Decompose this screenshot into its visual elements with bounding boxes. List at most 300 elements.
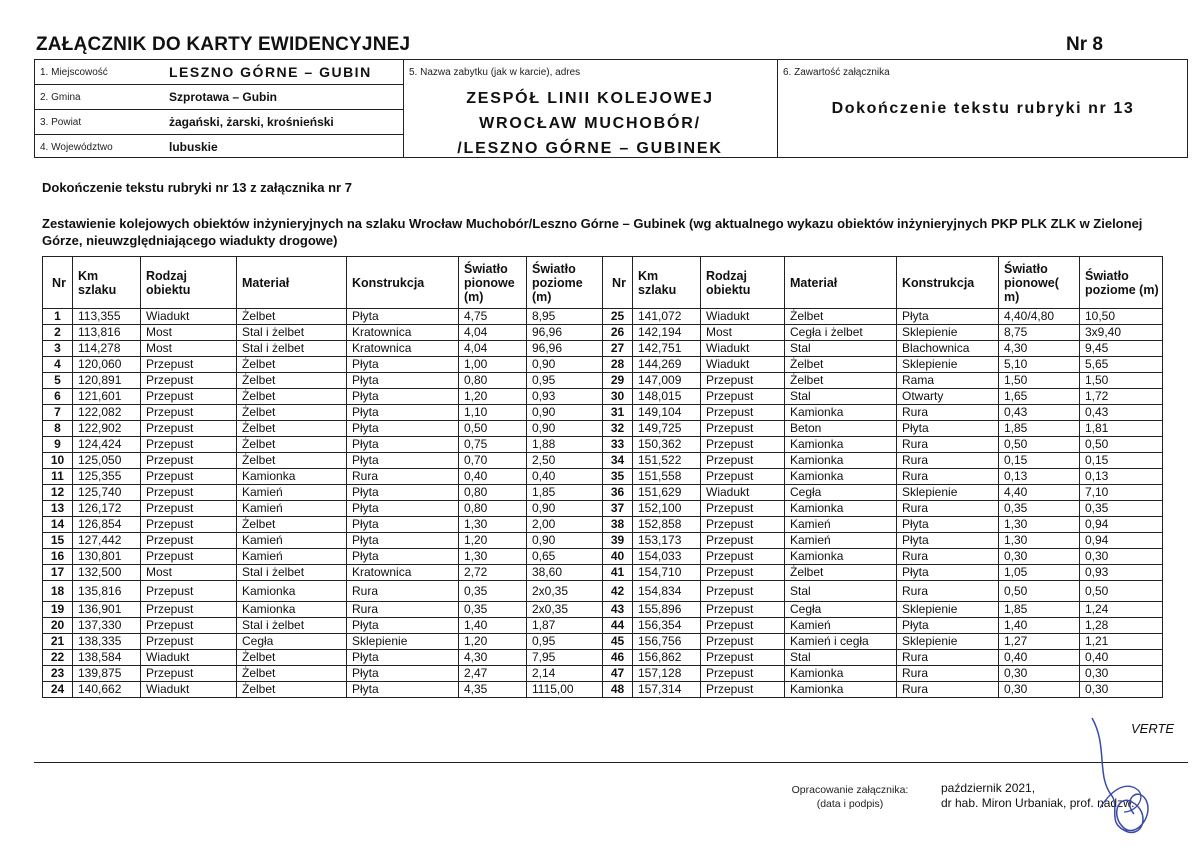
table-cell: Przepust [701,453,785,469]
row-number-cell: 34 [603,453,633,469]
table-cell: Żelbet [237,437,347,453]
table-cell: 154,033 [633,549,701,565]
column-header-left: Km szlaku [73,257,141,309]
table-cell: Przepust [141,421,237,437]
row-number-cell: 45 [603,634,633,650]
row-number-cell: 32 [603,421,633,437]
table-cell: 0,40 [527,469,603,485]
table-cell: Rura [897,501,999,517]
table-cell: 135,816 [73,581,141,602]
table-cell: Rura [897,437,999,453]
table-cell: Płyta [347,485,459,501]
table-cell: 1,85 [999,602,1080,618]
row-number-cell: 46 [603,650,633,666]
table-cell: Kamień [237,549,347,565]
table-cell: Cegła i żelbet [785,325,897,341]
table-row [43,549,1163,565]
table-cell: Płyta [347,357,459,373]
table-cell: Płyta [347,549,459,565]
table-cell: 144,269 [633,357,701,373]
table-cell: Wiadukt [701,357,785,373]
table-cell: Rura [897,581,999,602]
table-cell: Rura [897,666,999,682]
table-row [43,405,1163,421]
row-number-cell: 2 [43,325,73,341]
table-cell: Kratownica [347,565,459,581]
footer-date: październik 2021, [941,781,1036,795]
row-number-cell: 25 [603,309,633,325]
table-cell: 138,335 [73,634,141,650]
table-cell: Przepust [141,549,237,565]
table-row [43,565,1163,581]
table-cell: 0,35 [999,501,1080,517]
table-cell: Most [701,325,785,341]
table-cell: Płyta [347,437,459,453]
table-cell: 141,072 [633,309,701,325]
table-cell: Przepust [701,501,785,517]
table-cell: Kamionka [785,437,897,453]
row-number-cell: 37 [603,501,633,517]
column-header-left: Materiał [237,257,347,309]
table-cell: Żelbet [785,357,897,373]
table-cell: Stal [785,650,897,666]
table-cell: Przepust [141,357,237,373]
table-cell: 125,050 [73,453,141,469]
table-cell: 0,50 [999,437,1080,453]
table-cell: 0,15 [999,453,1080,469]
table-cell: 1,27 [999,634,1080,650]
table-row [43,533,1163,549]
table-row [43,682,1163,698]
header-box [34,59,1188,158]
table-cell: Kratownica [347,325,459,341]
table-cell: 126,172 [73,501,141,517]
field-label-voivodeship: 4. Województwo [40,142,113,153]
table-row [43,421,1163,437]
row-number-cell: 3 [43,341,73,357]
table-cell: 0,95 [527,373,603,389]
table-cell: Sklepienie [897,634,999,650]
table-cell: Przepust [141,501,237,517]
column-header-left: Rodzaj obiektu [141,257,237,309]
table-cell: Żelbet [237,650,347,666]
table-cell: Przepust [141,602,237,618]
table-cell: Stal i żelbet [237,341,347,357]
row-number-cell: 33 [603,437,633,453]
table-cell: 156,862 [633,650,701,666]
footer-label [770,783,930,811]
table-cell: 1,24 [1080,602,1163,618]
row-number-cell: 44 [603,618,633,634]
table-cell: Wiadukt [701,485,785,501]
row-number-cell: 11 [43,469,73,485]
table-cell: Żelbet [785,373,897,389]
table-cell: 0,40 [459,469,527,485]
table-cell: Żelbet [237,357,347,373]
column-header-right: Rodzaj obiektu [701,257,785,309]
row-number-cell: 1 [43,309,73,325]
table-cell: Płyta [347,533,459,549]
table-cell: 0,13 [999,469,1080,485]
row-number-cell: 10 [43,453,73,469]
table-cell: Kamionka [237,602,347,618]
table-cell: 4,35 [459,682,527,698]
table-cell: 156,354 [633,618,701,634]
row-number-cell: 16 [43,549,73,565]
table-cell: 152,858 [633,517,701,533]
row-number-cell: 39 [603,533,633,549]
table-cell: 1,30 [999,517,1080,533]
table-cell: 0,95 [527,634,603,650]
table-row [43,437,1163,453]
header-row-line [35,109,403,110]
table-cell: Przepust [701,517,785,533]
table-cell: 139,875 [73,666,141,682]
table-cell: 155,896 [633,602,701,618]
footer-author-name: dr hab. Miron Urbaniak, prof. nadzw. [941,796,1135,810]
table-cell: Przepust [701,405,785,421]
monument-label: 5. Nazwa zabytku (jak w karcie), adres [409,67,581,78]
table-cell: 0,30 [999,666,1080,682]
table-cell: 1,10 [459,405,527,421]
table-cell: Przepust [141,533,237,549]
table-cell: 0,30 [1080,549,1163,565]
table-cell: Żelbet [237,666,347,682]
field-value-county: żagański, żarski, krośnieński [169,115,334,129]
row-number-cell: 22 [43,650,73,666]
table-cell: Kamionka [785,405,897,421]
table-cell: Żelbet [237,453,347,469]
row-number-cell: 4 [43,357,73,373]
table-cell: 2x0,35 [527,581,603,602]
footer-label-line: (data i podpis) [816,798,884,810]
table-cell: Blachownica [897,341,999,357]
table-cell: 2,72 [459,565,527,581]
table-row [43,517,1163,533]
table-cell: 0,93 [1080,565,1163,581]
table-cell: 140,662 [73,682,141,698]
table-cell: 1,00 [459,357,527,373]
column-header-right: Nr [603,257,633,309]
table-cell: 2,47 [459,666,527,682]
table-cell: Przepust [141,405,237,421]
table-cell: Beton [785,421,897,437]
table-cell: 1,50 [1080,373,1163,389]
table-cell: Kamionka [785,549,897,565]
table-cell: 4,30 [459,650,527,666]
field-value-voivodeship: lubuskie [169,140,218,154]
table-cell: Rura [897,405,999,421]
table-cell: Przepust [701,618,785,634]
table-cell: 2,14 [527,666,603,682]
table-cell: 1,81 [1080,421,1163,437]
column-header-right: Materiał [785,257,897,309]
row-number-cell: 36 [603,485,633,501]
table-cell: 120,060 [73,357,141,373]
table-row [43,341,1163,357]
table-header-row [43,257,1163,309]
table-cell: 148,015 [633,389,701,405]
table-cell: 0,30 [1080,666,1163,682]
row-number-cell: 43 [603,602,633,618]
column-header-right: Km szlaku [633,257,701,309]
table-row [43,581,1163,602]
row-number-cell: 42 [603,581,633,602]
table-cell: Płyta [897,517,999,533]
table-cell: 7,10 [1080,485,1163,501]
table-cell: 2,50 [527,453,603,469]
header-row-line [35,84,403,85]
table-cell: 113,816 [73,325,141,341]
field-label-commune: 2. Gmina [40,92,81,103]
row-number-cell: 9 [43,437,73,453]
row-number-cell: 30 [603,389,633,405]
table-cell: Kamionka [785,469,897,485]
table-cell: Sklepienie [897,325,999,341]
table-row [43,309,1163,325]
table-cell: 1,85 [999,421,1080,437]
table-cell: Przepust [141,389,237,405]
content-label: 6. Zawartość załącznika [783,67,890,78]
table-cell: Płyta [347,421,459,437]
table-cell: 1,30 [999,533,1080,549]
table-cell: 120,891 [73,373,141,389]
table-cell: Rura [897,549,999,565]
table-cell: Cegła [785,485,897,501]
table-cell: 156,756 [633,634,701,650]
table-cell: Rura [897,650,999,666]
table-cell: 127,442 [73,533,141,549]
table-cell: 149,725 [633,421,701,437]
table-cell: Przepust [701,437,785,453]
table-cell: Płyta [897,618,999,634]
table-cell: 0,94 [1080,533,1163,549]
table-cell: 4,30 [999,341,1080,357]
table-cell: 0,80 [459,485,527,501]
table-cell: 1,87 [527,618,603,634]
table-cell: 125,355 [73,469,141,485]
table-cell: 0,43 [999,405,1080,421]
table-cell: Rura [347,581,459,602]
table-cell: 124,424 [73,437,141,453]
table-cell: 0,90 [527,421,603,437]
row-number-cell: 26 [603,325,633,341]
table-cell: Cegła [785,602,897,618]
table-cell: Stal [785,581,897,602]
table-cell: 4,40 [999,485,1080,501]
table-cell: Przepust [141,437,237,453]
table-cell: 7,95 [527,650,603,666]
table-cell: 157,128 [633,666,701,682]
table-cell: 1,50 [999,373,1080,389]
table-cell: Płyta [897,533,999,549]
table-cell: 8,95 [527,309,603,325]
row-number-cell: 47 [603,666,633,682]
table-cell: 157,314 [633,682,701,698]
table-cell: Wiadukt [141,309,237,325]
row-number-cell: 31 [603,405,633,421]
table-cell: Przepust [141,373,237,389]
table-row [43,453,1163,469]
table-cell: Stal i żelbet [237,325,347,341]
table-cell: Kamień [237,501,347,517]
table-cell: Stal i żelbet [237,565,347,581]
table-row [43,634,1163,650]
table-cell: 0,90 [527,405,603,421]
row-number-cell: 20 [43,618,73,634]
row-number-cell: 17 [43,565,73,581]
table-cell: 1,88 [527,437,603,453]
table-row [43,666,1163,682]
table-cell: 154,710 [633,565,701,581]
table-cell: Most [141,325,237,341]
table-cell: Kamień [785,533,897,549]
table-cell: Przepust [701,666,785,682]
table-row [43,618,1163,634]
table-cell: 0,90 [527,533,603,549]
table-cell: 122,902 [73,421,141,437]
table-cell: Płyta [347,618,459,634]
table-cell: 0,70 [459,453,527,469]
engineering-objects-table [42,256,1163,698]
row-number-cell: 29 [603,373,633,389]
table-cell: 125,740 [73,485,141,501]
table-cell: 0,65 [527,549,603,565]
table-cell: 1,20 [459,389,527,405]
attachment-number: Nr 8 [1066,34,1103,55]
table-cell: 4,75 [459,309,527,325]
table-cell: Płyta [897,565,999,581]
table-cell: Wiadukt [701,309,785,325]
table-cell: Żelbet [785,309,897,325]
table-cell: 0,15 [1080,453,1163,469]
table-cell: Żelbet [237,682,347,698]
table-cell: Rura [897,453,999,469]
table-cell: 0,93 [527,389,603,405]
table-cell: 138,584 [73,650,141,666]
table-cell: 1,20 [459,533,527,549]
table-cell: 1,30 [459,549,527,565]
table-cell: Płyta [347,517,459,533]
table-cell: 130,801 [73,549,141,565]
table-cell: Przepust [141,634,237,650]
footer-label-line: Opracowanie załącznika: [791,784,909,796]
row-number-cell: 15 [43,533,73,549]
header-row-line [35,134,403,135]
table-cell: Kamień [237,485,347,501]
table-cell: Przepust [701,602,785,618]
field-label-county: 3. Powiat [40,117,82,128]
table-cell: 0,30 [999,549,1080,565]
table-cell: Kamień i cegła [785,634,897,650]
bottom-rule [34,762,1188,763]
row-number-cell: 19 [43,602,73,618]
table-cell: Przepust [701,634,785,650]
row-number-cell: 8 [43,421,73,437]
table-cell: 1,30 [459,517,527,533]
table-cell: 0,30 [999,682,1080,698]
table-cell: 150,362 [633,437,701,453]
row-number-cell: 28 [603,357,633,373]
row-number-cell: 23 [43,666,73,682]
table-cell: Płyta [347,453,459,469]
row-number-cell: 21 [43,634,73,650]
table-cell: Przepust [701,469,785,485]
table-cell: 0,50 [999,581,1080,602]
field-label-locality: 1. Miejscowość [40,67,108,78]
table-cell: 2,00 [527,517,603,533]
table-cell: Przepust [141,517,237,533]
row-number-cell: 40 [603,549,633,565]
table-cell: 132,500 [73,565,141,581]
table-cell: Przepust [141,618,237,634]
verte-note: VERTE [1131,721,1175,736]
row-number-cell: 35 [603,469,633,485]
table-cell: 4,40/4,80 [999,309,1080,325]
row-number-cell: 13 [43,501,73,517]
table-cell: Przepust [141,581,237,602]
column-header-left: Światło pionowe (m) [459,257,527,309]
table-cell: Przepust [701,421,785,437]
table-cell: Rama [897,373,999,389]
table-cell: Płyta [347,389,459,405]
field-value-commune: Szprotawa – Gubin [169,90,278,104]
table-cell: 0,80 [459,501,527,517]
table-cell: Płyta [347,405,459,421]
table-cell: 4,04 [459,341,527,357]
table-cell: Żelbet [237,373,347,389]
table-cell: Płyta [897,309,999,325]
row-number-cell: 41 [603,565,633,581]
table-cell: 152,100 [633,501,701,517]
table-cell: 153,173 [633,533,701,549]
table-cell: Żelbet [785,565,897,581]
table-cell: 0,90 [527,357,603,373]
table-cell: Wiadukt [141,682,237,698]
row-number-cell: 6 [43,389,73,405]
monument-line: WROCŁAW MUCHOBÓR/ [479,115,701,132]
table-cell: 154,834 [633,581,701,602]
table-cell: Sklepienie [897,357,999,373]
table-cell: Żelbet [237,517,347,533]
table-cell: Stal [785,341,897,357]
table-cell: Stal i żelbet [237,618,347,634]
table-cell: 0,50 [459,421,527,437]
row-number-cell: 7 [43,405,73,421]
table-cell: 142,194 [633,325,701,341]
table-cell: 1,05 [999,565,1080,581]
table-cell: Płyta [347,666,459,682]
table-cell: 1,40 [999,618,1080,634]
table-cell: 149,104 [633,405,701,421]
table-cell: 1,28 [1080,618,1163,634]
row-number-cell: 18 [43,581,73,602]
section-subtitle: Dokończenie tekstu rubryki nr 13 z załącznika nr 7 [42,180,352,195]
table-row [43,485,1163,501]
table-cell: 121,601 [73,389,141,405]
table-cell: 5,65 [1080,357,1163,373]
table-cell: Płyta [347,501,459,517]
column-header-left: Światło poziome (m) [527,257,603,309]
table-cell: Płyta [347,682,459,698]
table-cell: 0,35 [459,581,527,602]
table-cell: Sklepienie [897,485,999,501]
table-cell: 151,558 [633,469,701,485]
table-cell: 96,96 [527,341,603,357]
monument-name [403,86,777,161]
intro-paragraph: Zestawienie kolejowych obiektów inżynieryjnych na szlaku Wrocław Muchobór/Leszno Górne – Gubinek (wg aktualnego wykazu obiektów inżynieryjnych PKP PLK ZLK w Zielonej Górze, nieuwzględniającego wiadukty drogowe) [42,216,1143,248]
table-cell: 137,330 [73,618,141,634]
